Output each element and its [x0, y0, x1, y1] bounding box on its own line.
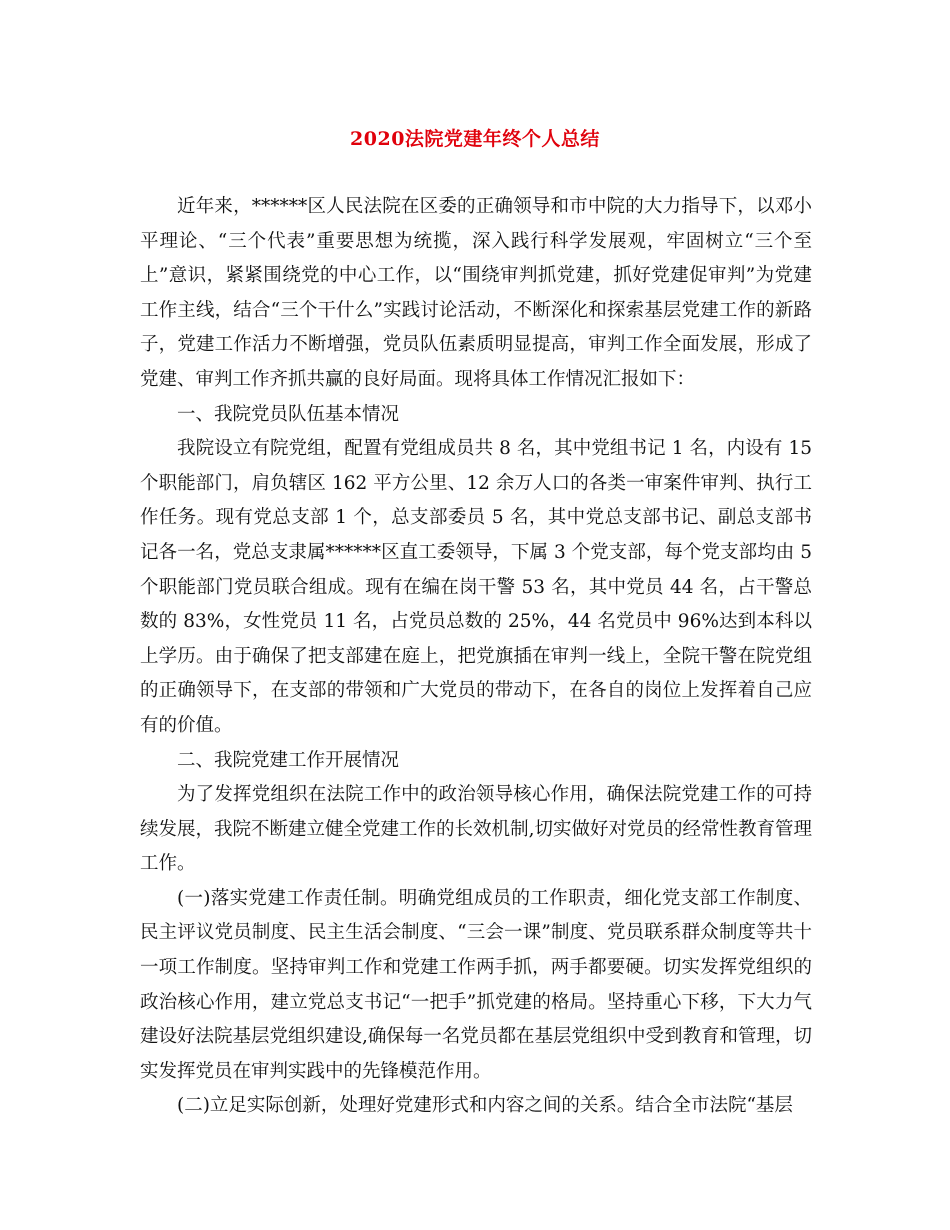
paragraph-party-work-overview: 为了发挥党组织在法院工作中的政治领导核心作用，确保法院党建工作的可持续发展，我院不断建立健全党建工作的长效机制,切实做好对党员的经常性教育管理工作。: [140, 784, 812, 875]
document-title: 2020法院党建年终个人总结: [350, 128, 600, 150]
section-heading-1: 一、我院党员队伍基本情况: [177, 403, 400, 425]
document-body: [140, 190, 812, 1124]
paragraph-intro: 近年来，******区人民法院在区委的正确领导和市中院的大力指导下，以邓小平理论、“三个代表”重要思想为统揽，深入践行科学发展观，牢固树立“三个至上”意识，紧紧围绕党的中心工作，以“围绕审判抓党建，抓好党建促审判”为党建工作主线，结合“三个干什么”实践讨论活动，不断深化和探索基层党建工作的新路子，党建工作活力不断增强，党员队伍素质明显提高，审判工作全面发展，形成了党建、审判工作齐抓共赢的良好局面。现将具体工作情况汇报如下：: [140, 196, 812, 390]
paragraph-party-team-status: 我院设立有院党组，配置有党组成员共 8 名，其中党组书记 1 名，内设有 15 个职能部门，肩负辖区 162 平方公里、12 余万人口的各类一审案件审判、执行工作任务。现有党总支部 1 个，总支部委员 5 名，其中党总支部书记、副总支部书记各一名，党总支隶属******区直工委领导，下属 3 个党支部，每个党支部均由 5 个职能部门党员联合组成。现有在编在岗干警 53 名，其中党员 44 名，占干警总数的 83%，女性党员 11 名，占党员总数的 25%，44 名党员中 96%达到本科以上学历。由于确保了把支部建在庭上，把党旗插在审判一线上，全院干警在院党组的正确领导下，在支部的带领和广大党员的带动下，在各自的岗位上发挥着自己应有的价值。: [140, 438, 812, 736]
section-heading-2: 二、我院党建工作开展情况: [177, 749, 400, 771]
paragraph-innovation: (二)立足实际创新，处理好党建形式和内容之间的关系。结合全市法院“基层: [177, 1095, 793, 1117]
paragraph-responsibility-system: (一)落实党建工作责任制。明确党组成员的工作职责，细化党支部工作制度、民主评议党员制度、民主生活会制度、“三会一课”制度、党员联系群众制度等共十一项工作制度。坚持审判工作和党建工作两手抓，两手都要硬。切实发挥党组织的政治核心作用，建立党总支书记“一把手”抓党建的格局。坚持重心下移，下大力气建设好法院基层党组织建设,确保每一名党员都在基层党组织中受到教育和管理，切实发挥党员在审判实践中的先锋模范作用。: [140, 887, 812, 1082]
